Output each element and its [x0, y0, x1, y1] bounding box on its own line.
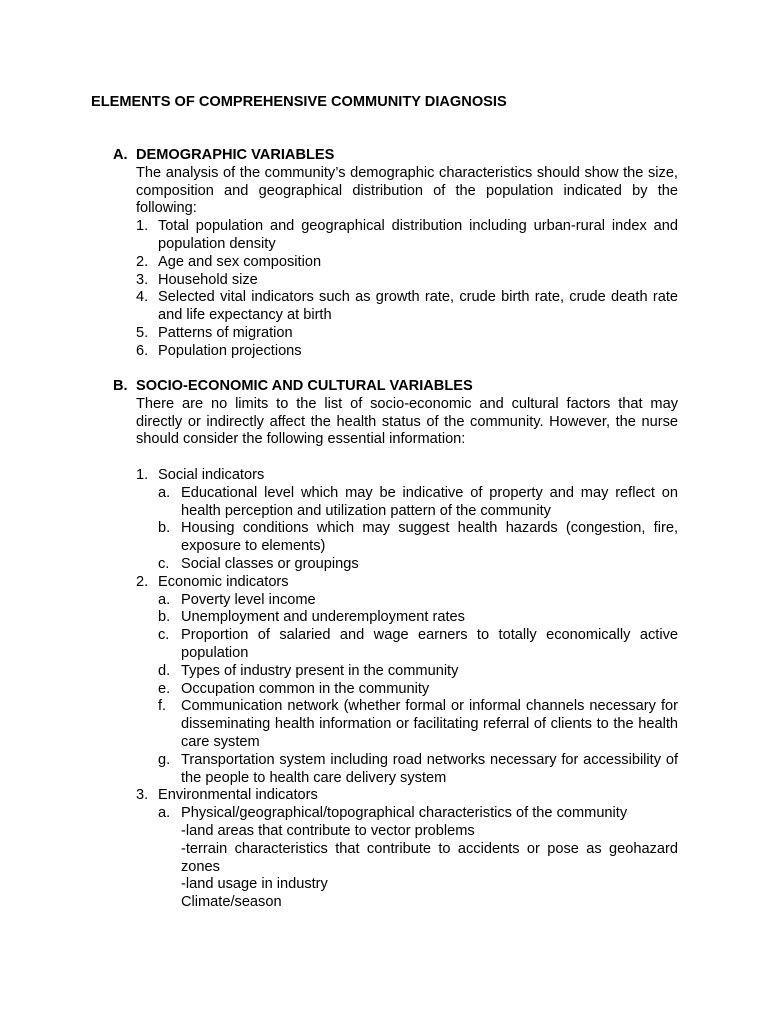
section-title: DEMOGRAPHIC VARIABLES	[136, 147, 335, 163]
indicator-group-social	[136, 467, 678, 574]
item-letter: a.	[158, 805, 171, 822]
group-number: 3.	[136, 787, 149, 804]
item-letter: g.	[158, 751, 171, 768]
item-letter: b.	[158, 609, 171, 626]
group-number: 2.	[136, 573, 149, 590]
item-text: Total population and geographical distribution including urban-rural index and population density	[158, 218, 678, 252]
item-number: 2.	[136, 253, 149, 270]
economic-indicator-list	[158, 592, 678, 788]
item-text: Patterns of migration	[158, 324, 293, 341]
list-item	[158, 609, 678, 627]
group-label: Environmental indicators	[158, 787, 318, 804]
section-title: SOCIO-ECONOMIC AND CULTURAL VARIABLES	[136, 378, 473, 394]
item-text: Occupation common in the community	[181, 680, 430, 697]
item-letter: e.	[158, 680, 171, 697]
section-demographic	[113, 147, 678, 361]
item-number: 5.	[136, 324, 149, 341]
section-intro: The analysis of the community’s demographic characteristics should show the size, composition and geographical distribution of the population indicated by the following:	[136, 164, 678, 217]
list-item	[158, 592, 678, 610]
sub-line: -land usage in industry	[181, 876, 328, 893]
list-item	[136, 289, 678, 325]
item-text: Household size	[158, 271, 258, 288]
item-number: 1.	[136, 218, 149, 235]
list-item	[158, 805, 678, 912]
list-item	[158, 752, 678, 788]
section-letter: B.	[113, 378, 128, 394]
item-text: Communication network (whether formal or informal channels necessary for disseminating health information or facilitating referral of clients to the health care system	[181, 698, 678, 750]
list-item	[158, 681, 678, 699]
list-item	[158, 698, 678, 751]
document-title: ELEMENTS OF COMPREHENSIVE COMMUNITY DIAGNOSIS	[91, 94, 507, 110]
sub-line: -terrain characteristics that contribute to accidents or pose as geohazard zones	[181, 840, 678, 875]
item-text: Proportion of salaried and wage earners to totally economically active population	[181, 627, 678, 661]
list-item	[136, 325, 678, 343]
list-item	[136, 272, 678, 290]
section-heading	[113, 378, 678, 396]
item-letter: f.	[158, 698, 167, 715]
item-letter: c.	[158, 555, 170, 572]
item-text: Population projections	[158, 342, 302, 359]
indicator-group-environmental	[136, 787, 678, 912]
sub-line: Climate/season	[181, 894, 282, 911]
list-item	[158, 663, 678, 681]
item-text: Physical/geographical/topographical characteristics of the community	[181, 805, 628, 822]
item-letter: d.	[158, 662, 171, 679]
item-number: 3.	[136, 271, 149, 288]
section-heading	[113, 147, 678, 165]
item-text: Educational level which may be indicative of property and may reflect on health perception and utilization pattern of the community	[181, 484, 678, 519]
group-label: Social indicators	[158, 466, 265, 483]
item-letter: b.	[158, 520, 171, 537]
item-text: Housing conditions which may suggest health hazards (congestion, fire, exposure to elements)	[181, 520, 678, 555]
environmental-indicator-list	[158, 805, 678, 912]
item-letter: c.	[158, 627, 170, 644]
list-item	[136, 218, 678, 254]
group-label: Economic indicators	[158, 573, 289, 590]
item-number: 6.	[136, 342, 149, 359]
list-item	[136, 343, 678, 361]
item-text: Transportation system including road networks necessary for accessibility of the people to health care delivery system	[181, 751, 678, 786]
indicator-groups	[136, 467, 678, 912]
list-item	[158, 520, 678, 556]
group-number: 1.	[136, 466, 149, 483]
list-item	[158, 485, 678, 521]
section-intro: There are no limits to the list of socio-economic and cultural factors that may directly or indirectly affect the health status of the community. However, the nurse should consider the following essential information:	[136, 395, 678, 448]
social-indicator-list	[158, 485, 678, 574]
item-text: Unemployment and underemployment rates	[181, 609, 465, 626]
list-item	[158, 627, 678, 663]
item-text: Types of industry present in the community	[181, 662, 459, 679]
item-text: Poverty level income	[181, 591, 316, 608]
list-item	[136, 254, 678, 272]
indicator-group-economic	[136, 574, 678, 788]
item-number: 4.	[136, 289, 149, 306]
item-text: Selected vital indicators such as growth rate, crude birth rate, crude death rate and life expectancy at birth	[158, 289, 678, 324]
item-letter: a.	[158, 591, 171, 608]
section-letter: A.	[113, 147, 128, 163]
item-text: Social classes or groupings	[181, 555, 359, 572]
section-socio-economic	[113, 378, 678, 912]
item-letter: a.	[158, 484, 171, 501]
list-item	[158, 556, 678, 574]
demographic-list	[136, 218, 678, 360]
item-text: Age and sex composition	[158, 253, 322, 270]
sub-line: -land areas that contribute to vector problems	[181, 822, 475, 839]
